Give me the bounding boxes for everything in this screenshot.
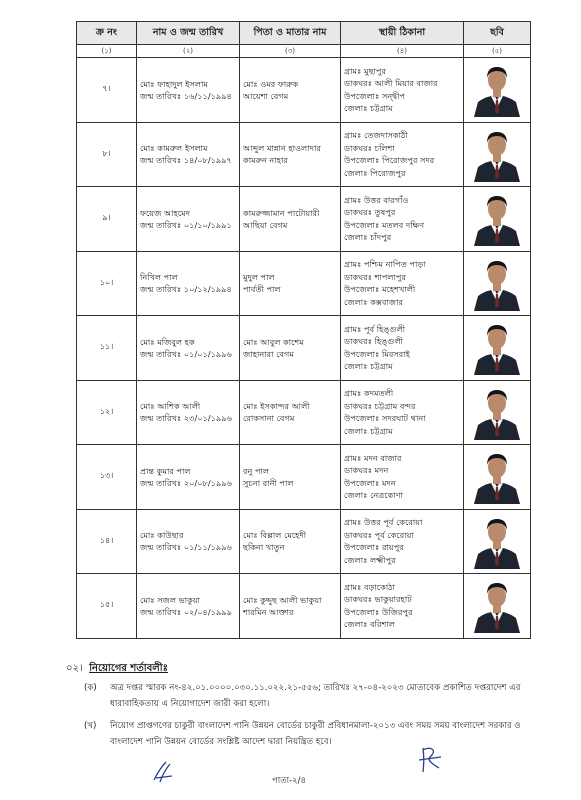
person-photo [472, 385, 522, 440]
name-cell [137, 122, 240, 187]
serial-cell [77, 509, 137, 574]
serial-number: ৮। [102, 147, 111, 158]
photo-cell [464, 509, 531, 574]
name-cell [137, 445, 240, 510]
person-photo [472, 62, 522, 117]
clause-key: (খ) [84, 721, 97, 731]
birth-date: জন্ম তারিখঃ ০১/০১/১৯৯৬ [140, 348, 232, 359]
name-cell [137, 251, 240, 316]
table-body [77, 58, 531, 639]
table-row [77, 509, 531, 574]
parents-cell [240, 316, 341, 381]
birth-date: জন্ম তারিখঃ ১৪/০৮/১৯৯৭ [140, 155, 232, 166]
photo-cell [464, 187, 531, 252]
address-post-office: ডাকঘরঃ মদন [344, 465, 389, 476]
father-name: মোঃ ইসকান্দর আলী [243, 401, 310, 412]
person-name: মোঃ ফাহাদুল ইসলাম [140, 78, 208, 89]
header-parents: পিতা ও মাতার নাম [240, 22, 341, 45]
section-number: ০২। [66, 663, 83, 674]
parents-cell [240, 187, 341, 252]
clause-line: অত্র দপ্তর স্মারক নং-৪২.০১.০০০০.০৩০.১১.০২২.২১-৫৫৬; তারিখঃ ২৭-০৪-২০২৩ মোতাবেক প্রকাশিত দপ্তরাদেশ এর [110, 683, 521, 693]
address-district: জেলাঃ বরিশাল [344, 619, 395, 630]
parents-cell [240, 58, 341, 123]
address-district: জেলাঃ লক্ষ্মীপুর [344, 554, 396, 565]
name-cell [137, 380, 240, 445]
header-address: স্থায়ী ঠিকানা [341, 22, 464, 45]
address-village: গ্রামঃ মদন বাজার [344, 452, 402, 463]
mother-name: পার্বতী পাল [243, 284, 281, 295]
birth-date: জন্ম তারিখঃ ২৩/০১/১৯৯৬ [140, 413, 232, 424]
table-row [77, 574, 531, 639]
photo-cell [464, 380, 531, 445]
address-village: গ্রামঃ কদমতলী [344, 388, 394, 399]
left-signature [150, 758, 176, 786]
col-number: (২) [137, 45, 240, 58]
page-number: পাতা-২/৪ [272, 776, 307, 786]
father-name: মোঃ আবুল কাশেম [243, 336, 304, 347]
photo-cell [464, 445, 531, 510]
father-name: আব্দুল মান্নান হাওলাদার [243, 143, 321, 154]
address-post-office: ডাকঘরঃ পূর্ব কেরোয়া [344, 529, 414, 540]
name-cell [137, 187, 240, 252]
clause-line: নিয়োগ প্রাপ্তগণের চাকুরী বাংলাদেশ পানি উন্নয়ন বোর্ডের চাকুরী প্রবিধানমালা-২০১৩ এবং সময় সময় বাংলাদেশ সরকার ও [110, 721, 521, 731]
mother-name: আয়েশা বেগম [243, 90, 289, 101]
address-village: গ্রামঃ উত্তর পূর্ব কেরোয়া [344, 517, 423, 528]
person-name: মোঃ মজিবুল হক [140, 336, 195, 347]
address-district: জেলাঃ চট্টগ্রাম [344, 103, 393, 114]
address-post-office: ডাকঘরঃ চলিশা [344, 142, 395, 153]
birth-date: জন্ম তারিখঃ ১০/১২/১৯৯৪ [140, 284, 232, 295]
table-row [77, 380, 531, 445]
father-name: মুদুল পাল [243, 272, 275, 283]
mother-name: জাহানারা বেগম [243, 348, 294, 359]
person-name: ফয়েজ আহমেদ [140, 207, 191, 218]
address-cell [341, 122, 464, 187]
photo-cell [464, 574, 531, 639]
address-village: গ্রামঃ মুছাপুর [344, 65, 386, 76]
address-upazila: উপজেলাঃ সন্দ্বীপ [344, 90, 406, 101]
appointee-table [76, 21, 531, 639]
address-upazila: উপজেলাঃ রায়পুর [344, 542, 404, 553]
mother-name: শারমিন আক্তার [243, 606, 294, 617]
right-signature [417, 744, 445, 774]
serial-cell [77, 445, 137, 510]
person-photo [472, 256, 522, 311]
address-upazila: উপজেলাঃ মতলব দক্ষিণ [344, 219, 425, 230]
person-photo [472, 514, 522, 569]
address-district: জেলাঃ নেত্রকোণা [344, 490, 404, 501]
address-village: গ্রামঃ তেজদাসকাঠী [344, 130, 408, 141]
mother-name: আছিয়া বেগম [243, 219, 288, 230]
address-village: গ্রামঃ পূর্ব হিঙ্গুলী [344, 323, 406, 334]
table-row [77, 316, 531, 381]
serial-number: ৭। [102, 83, 111, 94]
address-cell [341, 251, 464, 316]
table-header-row [77, 22, 531, 45]
table-row [77, 187, 531, 252]
father-name: মোঃ কুদ্দুছ আলী ভাকুয়া [243, 594, 322, 605]
parents-cell [240, 380, 341, 445]
serial-cell [77, 251, 137, 316]
birth-date: জন্ম তারিখঃ ২০/০৮/১৯৯৬ [140, 477, 232, 488]
table-row [77, 251, 531, 316]
address-district: জেলাঃ চট্টগ্রাম [344, 425, 393, 436]
name-cell [137, 574, 240, 639]
father-name: কামরুজ্জামান পাটোয়ারী [243, 207, 320, 218]
address-upazila: উপজেলাঃ পিরোজপুর সদর [344, 155, 435, 166]
person-name: প্রান্ত কুমার পাল [140, 465, 191, 476]
parents-cell [240, 574, 341, 639]
section-title: নিয়োগের শর্তাবলীঃ [89, 663, 168, 674]
conditions-heading [66, 661, 168, 678]
serial-number: ১৫। [99, 599, 114, 610]
header-serial: ক্র নং [77, 22, 137, 45]
address-cell [341, 509, 464, 574]
address-village: গ্রামঃ পশ্চিম নাপিত পাড়া [344, 259, 426, 270]
photo-cell [464, 251, 531, 316]
address-district: জেলাঃ পিরোজপুর [344, 167, 406, 178]
address-post-office: ডাকঘরঃ চট্টগ্রাম বন্দর [344, 400, 416, 411]
address-cell [341, 187, 464, 252]
name-cell [137, 316, 240, 381]
address-district: জেলাঃ কক্সবাজার [344, 296, 403, 307]
mother-name: সুচনা রানী পাল [243, 477, 294, 488]
address-village: গ্রামঃ উত্তর বারগাঁও [344, 194, 409, 205]
photo-cell [464, 316, 531, 381]
person-photo [472, 449, 522, 504]
address-cell [341, 316, 464, 381]
serial-cell [77, 574, 137, 639]
address-post-office: ডাকঘরঃ ভাকুয়ারহাট [344, 594, 412, 605]
address-upazila: উপজেলাঃ মিরসরাই [344, 348, 410, 359]
serial-number: ১০। [99, 276, 114, 287]
photo-cell [464, 58, 531, 123]
person-photo [472, 320, 522, 375]
header-photo: ছবি [464, 22, 531, 45]
person-name: মোঃ আশিক আলী [140, 401, 201, 412]
person-name: নিখিল পাল [140, 272, 178, 283]
serial-cell [77, 380, 137, 445]
person-name: মোঃ কামরুল ইসলাম [140, 143, 208, 154]
address-cell [341, 574, 464, 639]
table-row [77, 122, 531, 187]
col-number: (১) [77, 45, 137, 58]
person-photo [472, 578, 522, 633]
clause-key: (ক) [84, 683, 97, 693]
clause-line: বাংলাদেশ পানি উন্নয়ন বোর্ডের সংশ্লিষ্ট আদেশ দ্বারা নিয়ন্ত্রিত হবে। [110, 737, 332, 747]
birth-date: জন্ম তারিখঃ ০১/১০/১৯৯১ [140, 219, 232, 230]
father-name: মোঃ ওমর ফারুক [243, 78, 299, 89]
parents-cell [240, 251, 341, 316]
name-cell [137, 58, 240, 123]
serial-number: ১২। [99, 405, 114, 416]
table-row [77, 58, 531, 123]
address-cell [341, 445, 464, 510]
parents-cell [240, 509, 341, 574]
clause-line: ধারাবাহিকতায় এ নিয়োগাদেশ জারী করা হলো। [110, 699, 270, 709]
father-name: মোঃ বিল্লাল মেহেদী [243, 530, 307, 541]
address-upazila: উপজেলাঃ মহেশখালী [344, 284, 416, 295]
table-row [77, 445, 531, 510]
photo-cell [464, 122, 531, 187]
mother-name: রোকসানা বেগম [243, 413, 295, 424]
address-post-office: ডাকঘরঃ হিঙ্গুলী [344, 336, 404, 347]
address-post-office: ডাকঘরঃ শাপলাপুর [344, 271, 406, 282]
address-upazila: উপজেলাঃ মদন [344, 477, 396, 488]
serial-number: ১৪। [99, 534, 114, 545]
clause-kha [84, 718, 559, 752]
parents-cell [240, 122, 341, 187]
serial-cell [77, 187, 137, 252]
person-name: মোঃ সজল ভাকুয়া [140, 594, 201, 605]
mother-name: ছকিনা খাতুন [243, 542, 285, 553]
person-name: মোঃ কাউছার [140, 530, 184, 541]
person-photo [472, 191, 522, 246]
address-post-office: ডাকঘরঃ আলী মিয়ার বাজার [344, 78, 438, 89]
serial-number: ১১। [99, 341, 114, 352]
parents-cell [240, 445, 341, 510]
name-cell [137, 509, 240, 574]
header-name-dob: নাম ও জন্ম তারিখ [137, 22, 240, 45]
address-cell [341, 58, 464, 123]
address-cell [341, 380, 464, 445]
father-name: রনু পাল [243, 465, 270, 476]
col-number: (৩) [240, 45, 341, 58]
col-number: (৫) [464, 45, 531, 58]
address-district: জেলাঃ চাঁদপুর [344, 232, 392, 243]
column-number-row [77, 45, 531, 58]
birth-date: জন্ম তারিখঃ ০২/০৪/১৯৯৯ [140, 606, 232, 617]
serial-cell [77, 122, 137, 187]
address-village: গ্রামঃ বড়াকোঠা [344, 581, 395, 592]
person-photo [472, 127, 522, 182]
clause-ka [84, 680, 559, 714]
serial-cell [77, 58, 137, 123]
birth-date: জন্ম তারিখঃ ১৬/১১/১৯৯৪ [140, 90, 232, 101]
col-number: (৪) [341, 45, 464, 58]
address-post-office: ডাকঘরঃ তুষপুর [344, 207, 396, 218]
address-upazila: উপজেলাঃ উজিরপুর [344, 606, 413, 617]
serial-cell [77, 316, 137, 381]
serial-number: ৯। [102, 212, 111, 223]
birth-date: জন্ম তারিখঃ ০১/১১/১৯৯৬ [140, 542, 232, 553]
serial-number: ১৩। [99, 470, 114, 481]
mother-name: কামরুন নাহার [243, 155, 288, 166]
address-upazila: উপজেলাঃ সদরঘাট থানা [344, 413, 426, 424]
address-district: জেলাঃ চট্টগ্রাম [344, 361, 393, 372]
